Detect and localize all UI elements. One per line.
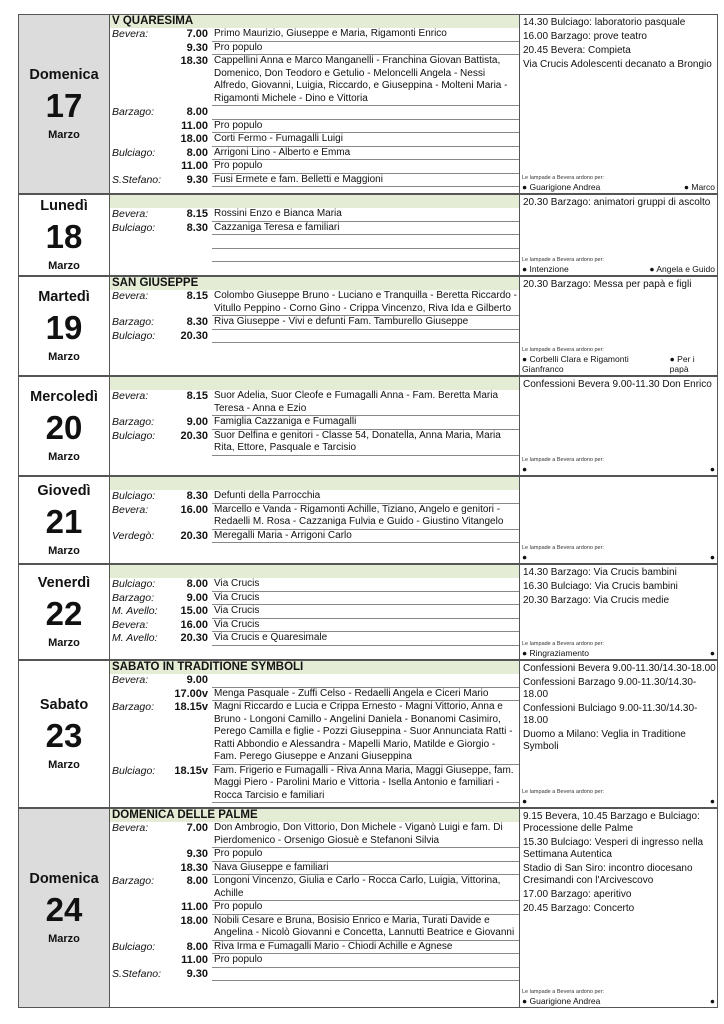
parish-name: Bulciago: (112, 221, 156, 234)
mass-row (110, 106, 519, 120)
parish-name: Bulciago: (112, 146, 156, 159)
lamp-names (522, 182, 715, 192)
mass-intention (212, 106, 519, 120)
lamp-name: ● Ringraziamento (522, 648, 590, 658)
month-name: Marzo (48, 260, 80, 272)
event-item: 16.30 Bulciago: Via Crucis bambini (523, 581, 678, 592)
day-number: 22 (45, 595, 83, 632)
day-number: 23 (45, 717, 83, 754)
date-cell (18, 14, 110, 194)
mass-row (110, 222, 519, 236)
mass-row (110, 42, 519, 56)
mass-time: 18.30 (180, 861, 208, 874)
mass-time: 8.00 (186, 940, 208, 953)
month-name: Marzo (48, 933, 80, 945)
day-name: Giovedì (37, 483, 91, 499)
lamp-name: ● Intenzione (522, 264, 569, 274)
lamp-name: ● (709, 648, 715, 658)
lamp-name: ● Guarigione Andrea (522, 996, 601, 1006)
day-number: 18 (45, 218, 83, 255)
mass-row (110, 822, 519, 848)
day-block (4, 660, 718, 808)
event-item: 20.30 Barzago: Via Crucis medie (523, 595, 670, 606)
date-cell (18, 660, 110, 808)
day-name: Sabato (39, 697, 89, 713)
parish-name: Bulciago: (112, 329, 156, 342)
mass-intention: Menga Pasquale - Zuffi Celso - Redaelli Angela e Ciceri Mario (212, 688, 519, 702)
parish-name: Verdegò: (112, 529, 155, 542)
mass-time: 8.15 (186, 390, 208, 402)
lamp-name: ● Corbelli Clara e Rigamonti Gianfranco (522, 354, 629, 374)
parish-name: M. Avello: (112, 605, 158, 617)
mass-intention: Rossini Enzo e Bianca Maria (212, 208, 519, 222)
liturgical-title (110, 377, 519, 390)
mass-intention: Meregalli Maria - Arrigoni Carlo (212, 530, 519, 544)
mass-intention: Colombo Giuseppe Bruno - Luciano e Tranquilla - Beretta Riccardo - Vitullo Peppino - Corno Gino - Crippa Vincenzo, Riva Ida e Gilberto (212, 290, 519, 316)
mass-intention: Fusi Ermete e fam. Belletti e Maggioni (212, 174, 519, 188)
mass-row (110, 578, 519, 592)
parish-name: Bevera: (112, 290, 149, 302)
lamp-name: ● (709, 552, 715, 562)
event-item: 20.45 Barzago: Concerto (523, 903, 635, 914)
mass-intention: Defunti della Parrocchia (212, 490, 519, 504)
event-item: 16.00 Barzago: prove teatro (523, 31, 647, 42)
date-cell (18, 276, 110, 376)
event-item: 9.15 Bevera, 10.45 Barzago e Bulciago: Processione delle Palme (523, 811, 700, 834)
lamp-intentions (522, 175, 715, 192)
mass-intention: Pro populo (212, 954, 519, 968)
lamp-name: ● Marco (683, 182, 715, 192)
lamp-title: Le lampade a Bevera ardono per: (522, 789, 604, 795)
month-name: Marzo (48, 451, 80, 463)
parish-name: Bevera: (112, 390, 149, 402)
lamp-title: Le lampade a Bevera ardono per: (522, 347, 604, 353)
day-name: Domenica (29, 67, 99, 83)
lamp-intentions (522, 457, 715, 474)
event-item: 14.30 Barzago: Via Crucis bambini (523, 567, 677, 578)
lamp-title: Le lampade a Bevera ardono per: (522, 545, 604, 551)
mass-row (110, 330, 519, 344)
parish-name: S.Stefano: (112, 967, 162, 980)
event-item: Confessioni Bevera 9.00-11.30 Don Enrico (523, 379, 712, 390)
mass-time: 15.00 (180, 605, 208, 617)
lamp-title: Le lampade a Bevera ardono per: (522, 175, 604, 181)
mass-time: 18.15v (174, 701, 208, 713)
parish-name: Bevera: (112, 503, 149, 516)
day-block (4, 14, 718, 194)
mass-intention: Famiglia Cazzaniga e Fumagalli (212, 416, 519, 430)
lamp-name: ● (522, 796, 528, 806)
masses-column (110, 808, 520, 1008)
lamp-names (522, 996, 715, 1006)
mass-intention: Riva Irma e Fumagalli Mario - Chiodi Achille e Agnese (212, 941, 519, 955)
event-item: 20.30 Barzago: animatori gruppi di ascolto (523, 197, 711, 208)
mass-time: 8.30 (186, 316, 208, 328)
mass-intention: Via Crucis (212, 578, 519, 592)
mass-row (110, 316, 519, 330)
mass-row (110, 915, 519, 941)
mass-row (110, 290, 519, 316)
mass-time: 20.30 (180, 529, 208, 542)
masses-column (110, 376, 520, 476)
liturgical-title: SAN GIUSEPPE (110, 277, 519, 290)
lamp-name: ● (709, 464, 715, 474)
mass-intention: Suor Delfina e genitori - Classe 54, Donatella, Anna Maria, Maria Rita, Ettore, Pasquale e Tarcisio (212, 430, 519, 456)
mass-row (110, 235, 519, 249)
mass-intention (212, 330, 519, 344)
mass-intention: Riva Giuseppe - Vivi e defunti Fam. Tamburello Giuseppe (212, 316, 519, 330)
events-column (520, 194, 718, 276)
mass-row (110, 875, 519, 901)
mass-row (110, 120, 519, 134)
mass-row (110, 174, 519, 188)
mass-row (110, 530, 519, 544)
mass-time: 18.00 (180, 133, 208, 145)
mass-time: 18.30 (180, 55, 208, 67)
day-block (4, 476, 718, 564)
date-cell (18, 808, 110, 1008)
masses-column (110, 660, 520, 808)
mass-time: 11.00 (181, 119, 208, 132)
mass-row (110, 765, 519, 804)
mass-time: 9.00 (186, 591, 208, 604)
mass-intention: Pro populo (212, 901, 519, 915)
mass-time: 20.30 (180, 632, 208, 644)
parish-name: Bulciago: (112, 764, 156, 777)
mass-intention (212, 968, 519, 982)
mass-time: 9.00 (186, 416, 208, 428)
mass-time: 20.30 (180, 429, 208, 442)
liturgical-title (110, 195, 519, 208)
lamp-intentions (522, 257, 715, 274)
parish-name: Bulciago: (112, 490, 156, 502)
mass-time: 8.00 (186, 875, 208, 887)
date-cell (18, 194, 110, 276)
events-column (520, 276, 718, 376)
mass-time: 8.15 (186, 208, 208, 220)
month-name: Marzo (48, 129, 80, 141)
liturgical-title: V QUARESIMA (110, 15, 519, 28)
mass-time: 9.30 (186, 173, 208, 186)
mass-intention: Primo Maurizio, Giuseppe e Maria, Rigamonti Enrico (212, 28, 519, 42)
parish-name: Bevera: (112, 208, 149, 220)
mass-row (110, 147, 519, 161)
mass-time: 8.00 (186, 578, 208, 590)
mass-row (110, 249, 519, 263)
mass-row (110, 632, 519, 646)
mass-row (110, 55, 519, 106)
mass-time: 8.00 (186, 106, 208, 118)
lamp-name: ● (522, 552, 528, 562)
mass-row (110, 968, 519, 982)
mass-intention: Cazzaniga Teresa e familiari (212, 222, 519, 236)
day-block (4, 376, 718, 476)
mass-row (110, 504, 519, 530)
mass-intention: Pro populo (212, 42, 519, 56)
mass-row (110, 954, 519, 968)
day-number: 20 (45, 409, 83, 446)
mass-row (110, 592, 519, 606)
parish-name: Bevera: (112, 28, 149, 40)
mass-time: 9.30 (186, 848, 208, 860)
mass-time: 8.30 (186, 490, 208, 502)
events-column (520, 476, 718, 564)
mass-row (110, 490, 519, 504)
events-column (520, 14, 718, 194)
masses-column (110, 476, 520, 564)
lamp-names (522, 264, 715, 274)
lamp-intentions (522, 641, 715, 658)
mass-row (110, 160, 519, 174)
mass-row (110, 430, 519, 456)
day-block (4, 276, 718, 376)
mass-row (110, 701, 519, 765)
month-name: Marzo (48, 545, 80, 557)
parish-name: Barzago: (112, 316, 155, 328)
lamp-intentions (522, 545, 715, 562)
mass-time: 9.00 (186, 674, 208, 686)
liturgical-title (110, 565, 519, 578)
mass-row (110, 848, 519, 862)
mass-row (110, 619, 519, 633)
mass-row (110, 674, 519, 688)
lamp-title: Le lampade a Bevera ardono per: (522, 641, 604, 647)
mass-intention: Via Crucis (212, 592, 519, 606)
day-name: Mercoledì (30, 389, 98, 405)
day-number: 17 (45, 87, 83, 124)
event-item: Duomo a Milano: Veglia in Traditione Symboli (523, 729, 686, 752)
lamp-intentions (522, 789, 715, 806)
date-cell (18, 564, 110, 660)
mass-intention: Cappellini Anna e Marco Manganelli - Franchina Giovan Battista, Domenico, Don Teodoro e Getulio - Meloncelli Angela - Nessi Alfredo, Giovanni, Luigia, Riccardo, e Giuseppina - Molteni Maria - Rigamonti Michele - Dino e Vittoria (212, 55, 519, 106)
lamp-names (522, 796, 715, 806)
mass-intention: Pro populo (212, 848, 519, 862)
lamp-name: ● Angela e Guido (649, 264, 715, 274)
parish-name: Bulciago: (112, 940, 156, 953)
mass-intention: Via Crucis e Quaresimale (212, 632, 519, 646)
mass-intention: Arrigoni Lino - Alberto e Emma (212, 147, 519, 161)
mass-time: 11.00 (181, 160, 208, 172)
parish-name: Barzago: (112, 591, 155, 604)
mass-intention: Pro populo (212, 160, 519, 174)
lamp-names (522, 552, 715, 562)
lamp-name: ● (709, 996, 715, 1006)
mass-time: 9.30 (186, 967, 208, 980)
liturgical-title: DOMENICA DELLE PALME (110, 809, 519, 822)
mass-intention: Don Ambrogio, Don Vittorio, Don Michele - Viganò Luigi e fam. Di Pierdomenico - Orsenigo Giosuè e Stefanoni Silvia (212, 822, 519, 848)
day-block (4, 194, 718, 276)
lamp-name: ● (522, 464, 528, 474)
event-item: Via Crucis Adolescenti decanato a Brongio (523, 59, 712, 70)
lamp-names (522, 464, 715, 474)
parish-name: Barzago: (112, 701, 155, 713)
day-block (4, 564, 718, 660)
mass-intention: Via Crucis (212, 605, 519, 619)
mass-row (110, 862, 519, 876)
events-column (520, 660, 718, 808)
parish-name: Bevera: (112, 618, 149, 631)
parish-name: Barzago: (112, 106, 155, 118)
mass-row (110, 208, 519, 222)
mass-row (110, 133, 519, 147)
masses-column (110, 564, 520, 660)
lamp-names (522, 354, 715, 374)
mass-time: 11.00 (181, 901, 208, 913)
mass-time: 17.00v (174, 687, 208, 700)
parish-name: Barzago: (112, 875, 155, 887)
parish-name: Bevera: (112, 822, 149, 834)
mass-intention: Suor Adelia, Suor Cleofe e Fumagalli Anna - Fam. Beretta Maria Teresa - Anna e Ezio (212, 390, 519, 416)
masses-column (110, 276, 520, 376)
mass-intention: Pro populo (212, 120, 519, 134)
mass-time: 8.30 (186, 221, 208, 234)
mass-row (110, 390, 519, 416)
lamp-intentions (522, 347, 715, 374)
mass-intention: Longoni Vincenzo, Giulia e Carlo - Rocca Carlo, Luigia, Vittorina, Achille (212, 875, 519, 901)
events-column (520, 808, 718, 1008)
mass-time: 7.00 (186, 822, 208, 834)
event-item: Confessioni Bevera 9.00-11.30/14.30-18.00 (523, 663, 716, 674)
day-name: Domenica (29, 871, 99, 887)
liturgical-title: SABATO IN TRADITIONE SYMBOLI (110, 661, 519, 674)
parish-name: M. Avello: (112, 632, 158, 644)
event-item: Stadio di San Siro: incontro diocesano Cresimandi con l'Arcivescovo (523, 863, 693, 886)
event-item: 20.45 Bevera: Compieta (523, 45, 631, 56)
day-number: 24 (45, 891, 83, 928)
mass-intention (212, 249, 519, 263)
mass-intention: Corti Fermo - Fumagalli Luigi (212, 133, 519, 147)
mass-time: 16.00 (180, 503, 208, 516)
lamp-title: Le lampade a Bevera ardono per: (522, 257, 604, 263)
mass-row (110, 605, 519, 619)
events-column (520, 376, 718, 476)
month-name: Marzo (48, 759, 80, 771)
parish-name: Bevera: (112, 674, 149, 686)
day-name: Martedì (38, 289, 90, 305)
mass-row (110, 28, 519, 42)
mass-intention: Via Crucis (212, 619, 519, 633)
day-block (4, 808, 718, 1008)
event-item: Confessioni Barzago 9.00-11.30/14.30-18.00 (523, 677, 697, 700)
mass-intention: Magni Riccardo e Lucia e Crippa Ernesto - Magni Vittorio, Anna e Bruno - Longoni Camillo - Angelini Daniela - Bonanomi Casimiro, Perego Camilla e figlie - Pozzi Giuseppina - Suor Annunciata Ratti - Ratti Abbondio e Alessandra - Mapelli Mario, Matilde e Giorgio - Fam. Perego Giuseppe e Anzani Giuseppina (212, 701, 519, 765)
lamp-intentions (522, 989, 715, 1006)
mass-time: 20.30 (180, 329, 208, 342)
mass-time: 8.15 (186, 290, 208, 302)
mass-intention: Nobili Cesare e Bruna, Bosisio Enrico e Maria, Turati Davide e Angelina - Nicolò Giovanni e Concetta, Lannutti Beatrice e Giovanni (212, 915, 519, 941)
masses-column (110, 14, 520, 194)
day-number: 21 (45, 503, 83, 540)
mass-intention: Nava Giuseppe e familiari (212, 862, 519, 876)
parish-name: Bulciago: (112, 429, 156, 442)
liturgical-title (110, 477, 519, 490)
event-item: Confessioni Bulciago 9.00-11.30/14.30-18.00 (523, 703, 698, 726)
date-cell (18, 376, 110, 476)
event-item: 14.30 Bulciago: laboratorio pasquale (523, 17, 686, 28)
date-cell (18, 476, 110, 564)
mass-intention: Marcello e Vanda - Rigamonti Achille, Tiziano, Angelo e genitori - Redaelli M. Rosa - Cazzaniga Fulvia e Guido - Giustino Vitangelo (212, 504, 519, 530)
parish-name: Bulciago: (112, 578, 156, 590)
mass-time: 8.00 (186, 146, 208, 159)
mass-time: 18.15v (174, 764, 208, 777)
event-item: 17.00 Barzago: aperitivo (523, 889, 632, 900)
mass-row (110, 941, 519, 955)
month-name: Marzo (48, 637, 80, 649)
mass-row (110, 688, 519, 702)
mass-row (110, 416, 519, 430)
lamp-title: Le lampade a Bevera ardono per: (522, 989, 604, 995)
event-item: 15.30 Bulciago: Vesperi di ingresso nella Settimana Autentica (523, 837, 704, 860)
lamp-name: ● (709, 796, 715, 806)
lamp-names (522, 648, 715, 658)
month-name: Marzo (48, 351, 80, 363)
mass-time: 11.00 (181, 954, 208, 966)
masses-column (110, 194, 520, 276)
mass-intention (212, 235, 519, 249)
mass-intention: Fam. Frigerio e Fumagalli - Riva Anna Maria, Maggi Giuseppe, fam. Maggi Piero - Parolini Mario e Vittoria - Isella Antonio e familiari - Rocca Tarcisio e familiari (212, 765, 519, 804)
event-item: 20.30 Barzago: Messa per papà e figli (523, 279, 692, 290)
events-column (520, 564, 718, 660)
mass-row (110, 901, 519, 915)
day-number: 19 (45, 309, 83, 346)
parish-name: S.Stefano: (112, 173, 162, 186)
lamp-title: Le lampade a Bevera ardono per: (522, 457, 604, 463)
day-name: Lunedì (40, 198, 88, 214)
day-name: Venerdì (37, 575, 91, 591)
lamp-name: ● Guarigione Andrea (522, 182, 601, 192)
parish-name: Barzago: (112, 416, 155, 428)
lamp-name: ● Per i papà (669, 354, 695, 374)
mass-time: 18.00 (180, 914, 208, 927)
mass-time: 16.00 (180, 618, 208, 631)
mass-time: 7.00 (186, 28, 208, 40)
mass-intention (212, 674, 519, 688)
mass-time: 9.30 (186, 41, 208, 54)
